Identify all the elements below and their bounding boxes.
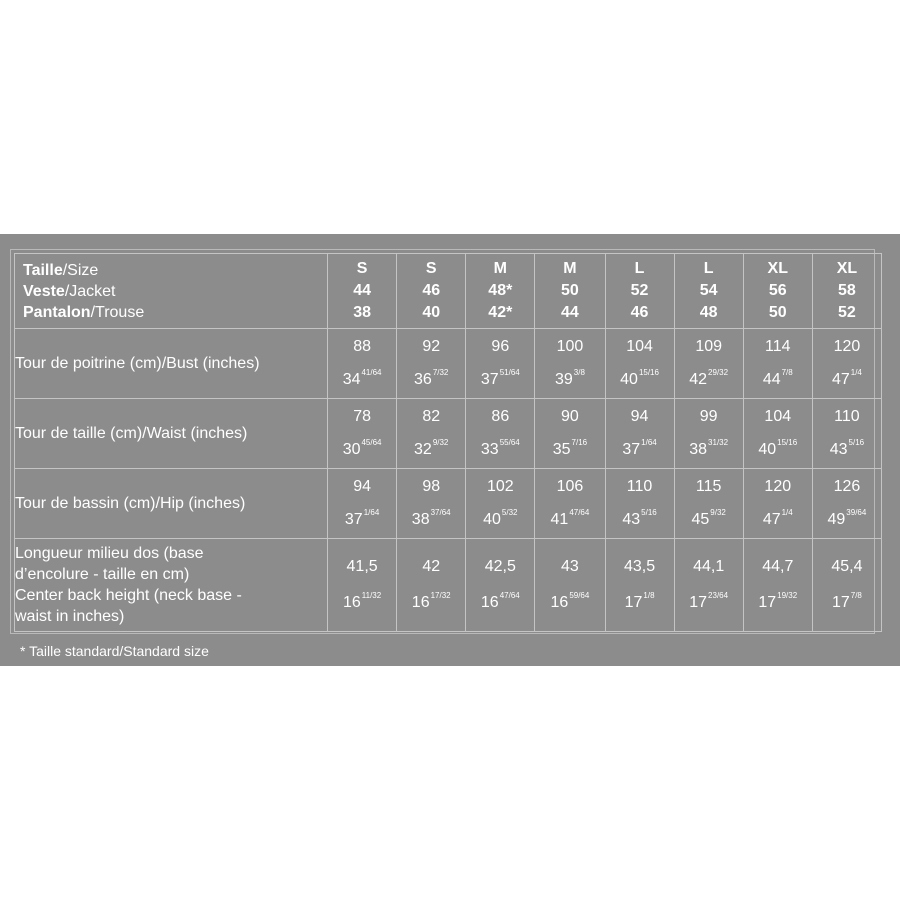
measure-cell: 96 $37^{51/64}$ — [466, 329, 535, 399]
size-column-header: M 48* 42* — [466, 254, 535, 329]
row-label: Longueur milieu dos (base d’encolure - taille en cm) Center back height (neck base - waist in inches) — [15, 539, 328, 632]
measure-cell: 114 $44^{7/8}$ — [743, 329, 812, 399]
table-row-hip — [15, 469, 882, 539]
size-column-header: L 52 46 — [605, 254, 674, 329]
measure-cell: 98 $38^{37/64}$ — [397, 469, 466, 539]
measure-cell: 110 $43^{5/16}$ — [812, 399, 881, 469]
measure-cell: 94 $37^{1/64}$ — [605, 399, 674, 469]
size-chart-panel — [0, 234, 900, 666]
size-column-header: S 46 40 — [397, 254, 466, 329]
measure-cell: 82 $32^{9/32}$ — [397, 399, 466, 469]
size-table — [14, 253, 882, 632]
header-row — [15, 254, 882, 329]
table-row-back-length — [15, 539, 882, 632]
footnote: * Taille standard/Standard size — [20, 643, 209, 659]
measure-cell: 120 $47^{1/4}$ — [743, 469, 812, 539]
row-label: Tour de bassin (cm)/Hip (inches) — [15, 469, 328, 539]
measure-cell: 126 $49^{39/64}$ — [812, 469, 881, 539]
size-column-header: M 50 44 — [535, 254, 605, 329]
measure-cell: 104 $40^{15/16}$ — [605, 329, 674, 399]
size-column-header: S 44 38 — [328, 254, 397, 329]
measure-cell: 100 $39^{3/8}$ — [535, 329, 605, 399]
measure-cell: 99 $38^{31/32}$ — [674, 399, 743, 469]
measure-cell: 86 $33^{55/64}$ — [466, 399, 535, 469]
measure-cell: 42 $16^{17/32}$ — [397, 539, 466, 632]
header-label-cell: Taille/Size Veste/Jacket Pantalon/Trouse — [15, 254, 328, 329]
measure-cell: 109 $42^{29/32}$ — [674, 329, 743, 399]
measure-cell: 90 $35^{7/16}$ — [535, 399, 605, 469]
row-label: Tour de poitrine (cm)/Bust (inches) — [15, 329, 328, 399]
table-row-bust — [15, 329, 882, 399]
measure-cell: 92 $36^{7/32}$ — [397, 329, 466, 399]
size-column-header: L 54 48 — [674, 254, 743, 329]
measure-cell: 102 $40^{5/32}$ — [466, 469, 535, 539]
measure-cell: 104 $40^{15/16}$ — [743, 399, 812, 469]
size-column-header: XL 56 50 — [743, 254, 812, 329]
measure-cell: 120 $47^{1/4}$ — [812, 329, 881, 399]
table-row-waist — [15, 399, 882, 469]
measure-cell: 43 $16^{59/64}$ — [535, 539, 605, 632]
measure-cell: 94 $37^{1/64}$ — [328, 469, 397, 539]
measure-cell: 115 $45^{9/32}$ — [674, 469, 743, 539]
row-label: Tour de taille (cm)/Waist (inches) — [15, 399, 328, 469]
measure-cell: 42,5 $16^{47/64}$ — [466, 539, 535, 632]
measure-cell: 43,5 $17^{1/8}$ — [605, 539, 674, 632]
size-column-header: XL 58 52 — [812, 254, 881, 329]
measure-cell: 88 $34^{41/64}$ — [328, 329, 397, 399]
measure-cell: 41,5 $16^{11/32}$ — [328, 539, 397, 632]
measure-cell: 78 $30^{45/64}$ — [328, 399, 397, 469]
measure-cell: 106 $41^{47/64}$ — [535, 469, 605, 539]
measure-cell: 44,1 $17^{23/64}$ — [674, 539, 743, 632]
measure-cell: 45,4 $17^{7/8}$ — [812, 539, 881, 632]
measure-cell: 44,7 $17^{19/32}$ — [743, 539, 812, 632]
measure-cell: 110 $43^{5/16}$ — [605, 469, 674, 539]
